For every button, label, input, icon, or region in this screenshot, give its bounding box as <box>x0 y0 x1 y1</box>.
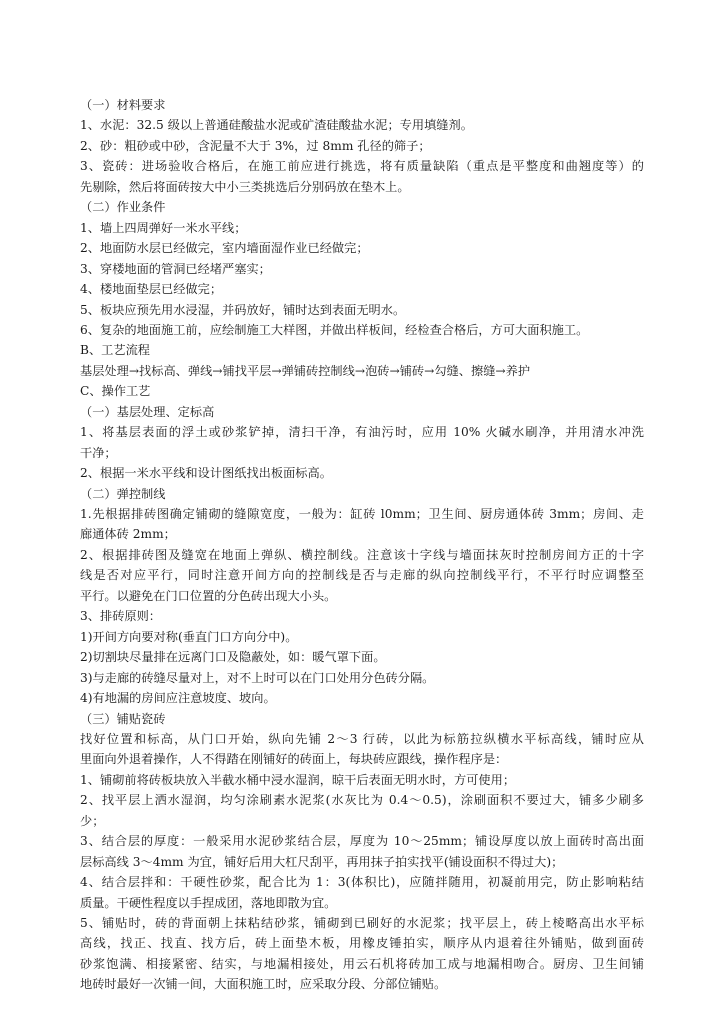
text-line: 4、楼地面垫层已经做完； <box>80 282 223 297</box>
text-line: 4、结合层拌和：干硬性砂浆，配合比为 1：3(体积比)，应随拌随用，初凝前用完，防止影响粘结 <box>80 875 644 890</box>
text-line: 1.先根据排砖图确定铺砌的缝隙宽度，一般为：缸砖 l0mm；卫生间、厨房通体砖 3mm；房间、走 <box>80 507 644 522</box>
text-line: 2、地面防水层已经做完，室内墙面湿作业已经做完； <box>80 241 369 256</box>
text-line: （一）基层处理、定标高 <box>80 404 215 419</box>
text-line: 找好位置和标高，从门口开始，纵向先铺 2～3 行砖，以此为标筋拉纵横水平标高线，铺时应从 <box>80 731 644 746</box>
text-line: 2、根据一米水平线和设计图纸找出板面标高。 <box>80 466 332 481</box>
text-line: （三）铺贴瓷砖 <box>80 711 166 726</box>
text-line: 1、墙上四周弹好一米水平线； <box>80 220 247 235</box>
text-line: 层标高线 3～4mm 为宜，铺好后用大杠尺刮平，再用抹子拍实找平(铺设面积不得过大)； <box>80 854 564 869</box>
text-line: 2、砂：粗砂或中砂，含泥量不大于 3%，过 8mm 孔径的筛子； <box>80 138 431 153</box>
text-line: 3)与走廊的砖缝尽量对上，对不上时可以在门口处用分色砖分隔。 <box>80 670 435 685</box>
text-line: 干净； <box>80 445 117 460</box>
text-line: （二）作业条件 <box>80 200 166 215</box>
text-line: B、工艺流程 <box>80 343 151 358</box>
text-line: 6、复杂的地面施工前，应绘制施工大样图，并做出样板间，经检查合格后，方可大面积施工。 <box>80 322 589 337</box>
text-line: 砂浆饱满、相接紧密、结实，与地漏相接处，用云石机将砖加工成与地漏相吻合。厨房、卫生间铺 <box>80 956 644 971</box>
text-line: 5、铺贴时，砖的背面朝上抹粘结砂浆，铺砌到已刷好的水泥浆；找平层上，砖上棱略高出水平标 <box>80 915 644 930</box>
text-line: 1、铺砌前将砖板块放入半截水桶中浸水湿润，晾干后表面无明水时，方可使用； <box>80 772 516 787</box>
text-line: 2)切割块尽量排在远离门口及隐蔽处，如：暖气罩下面。 <box>80 650 386 665</box>
text-line: 少； <box>80 813 105 828</box>
text-line: 线是否对应平行，同时注意开间方向的控制线是否与走廊的纵向控制线平行，不平行时应调整至 <box>80 568 644 583</box>
text-line: 2、根据排砖图及缝宽在地面上弹纵、横控制线。注意该十字线与墙面抹灰时控制房间方正的十字 <box>80 547 644 562</box>
text-line: 高线，找正、找直、找方后，砖上面垫木板，用橡皮锤拍实，顺序从内退着往外铺贴，做到面砖 <box>80 936 644 951</box>
text-line: 先剔除，然后将面砖按大中小三类挑选后分别码放在垫木上。 <box>80 179 410 194</box>
text-line: 3、瓷砖：进场验收合格后，在施工前应进行挑选，将有质量缺陷（重点是平整度和曲翘度等）的 <box>80 159 644 174</box>
text-line: C、操作工艺 <box>80 384 151 399</box>
text-line: 3、穿楼地面的管洞已经堵严塞实； <box>80 261 271 276</box>
text-line: 里面向外退着操作，人不得踏在刚铺好的砖面上，每块砖应跟线，操作程序是： <box>80 752 508 767</box>
text-line: 平行。以避免在门口位置的分色砖出现大小头。 <box>80 588 337 603</box>
text-line: 3、排砖原则： <box>80 609 162 624</box>
text-line: 1、将基层表面的浮土或砂浆铲掉，清扫干净，有油污时，应用 10% 火碱水刷净，并用清水冲洗 <box>80 425 644 440</box>
text-line: 廊通体砖 2mm； <box>80 527 176 542</box>
text-line: 5、板块应预先用水浸湿，并码放好，铺时达到表面无明水。 <box>80 302 406 317</box>
text-line: （一）材料要求 <box>80 98 166 112</box>
text-line: 质量。干硬性程度以手捏成团，落地即散为宜。 <box>80 895 337 910</box>
text-line: 2、找平层上洒水湿润，均匀涂刷素水泥浆(水灰比为 0.4～0.5)，涂刷面积不要过大，铺多少刷多 <box>80 793 644 808</box>
text-line: 1)开间方向要对称(垂直门口方向分中)。 <box>80 629 298 644</box>
text-line: （二）弹控制线 <box>80 486 166 501</box>
text-line: 1、水泥：32.5 级以上普通硅酸盐水泥或矿渣硅酸盐水泥；专用填缝剂。 <box>80 118 473 133</box>
text-line: 地砖时最好一次铺一间，大面积施工时，应采取分段、分部位铺贴。 <box>80 977 447 992</box>
text-line: 4)有地漏的房间应注意坡度、坡向。 <box>80 691 276 706</box>
text-line: 3、结合层的厚度：一般采用水泥砂浆结合层，厚度为 10～25mm；铺设厚度以放上面砖时高出面 <box>80 834 644 849</box>
text-line: 基层处理→找标高、弹线→铺找平层→弹铺砖控制线→泡砖→铺砖→勾缝、擦缝→养护 <box>80 363 531 378</box>
